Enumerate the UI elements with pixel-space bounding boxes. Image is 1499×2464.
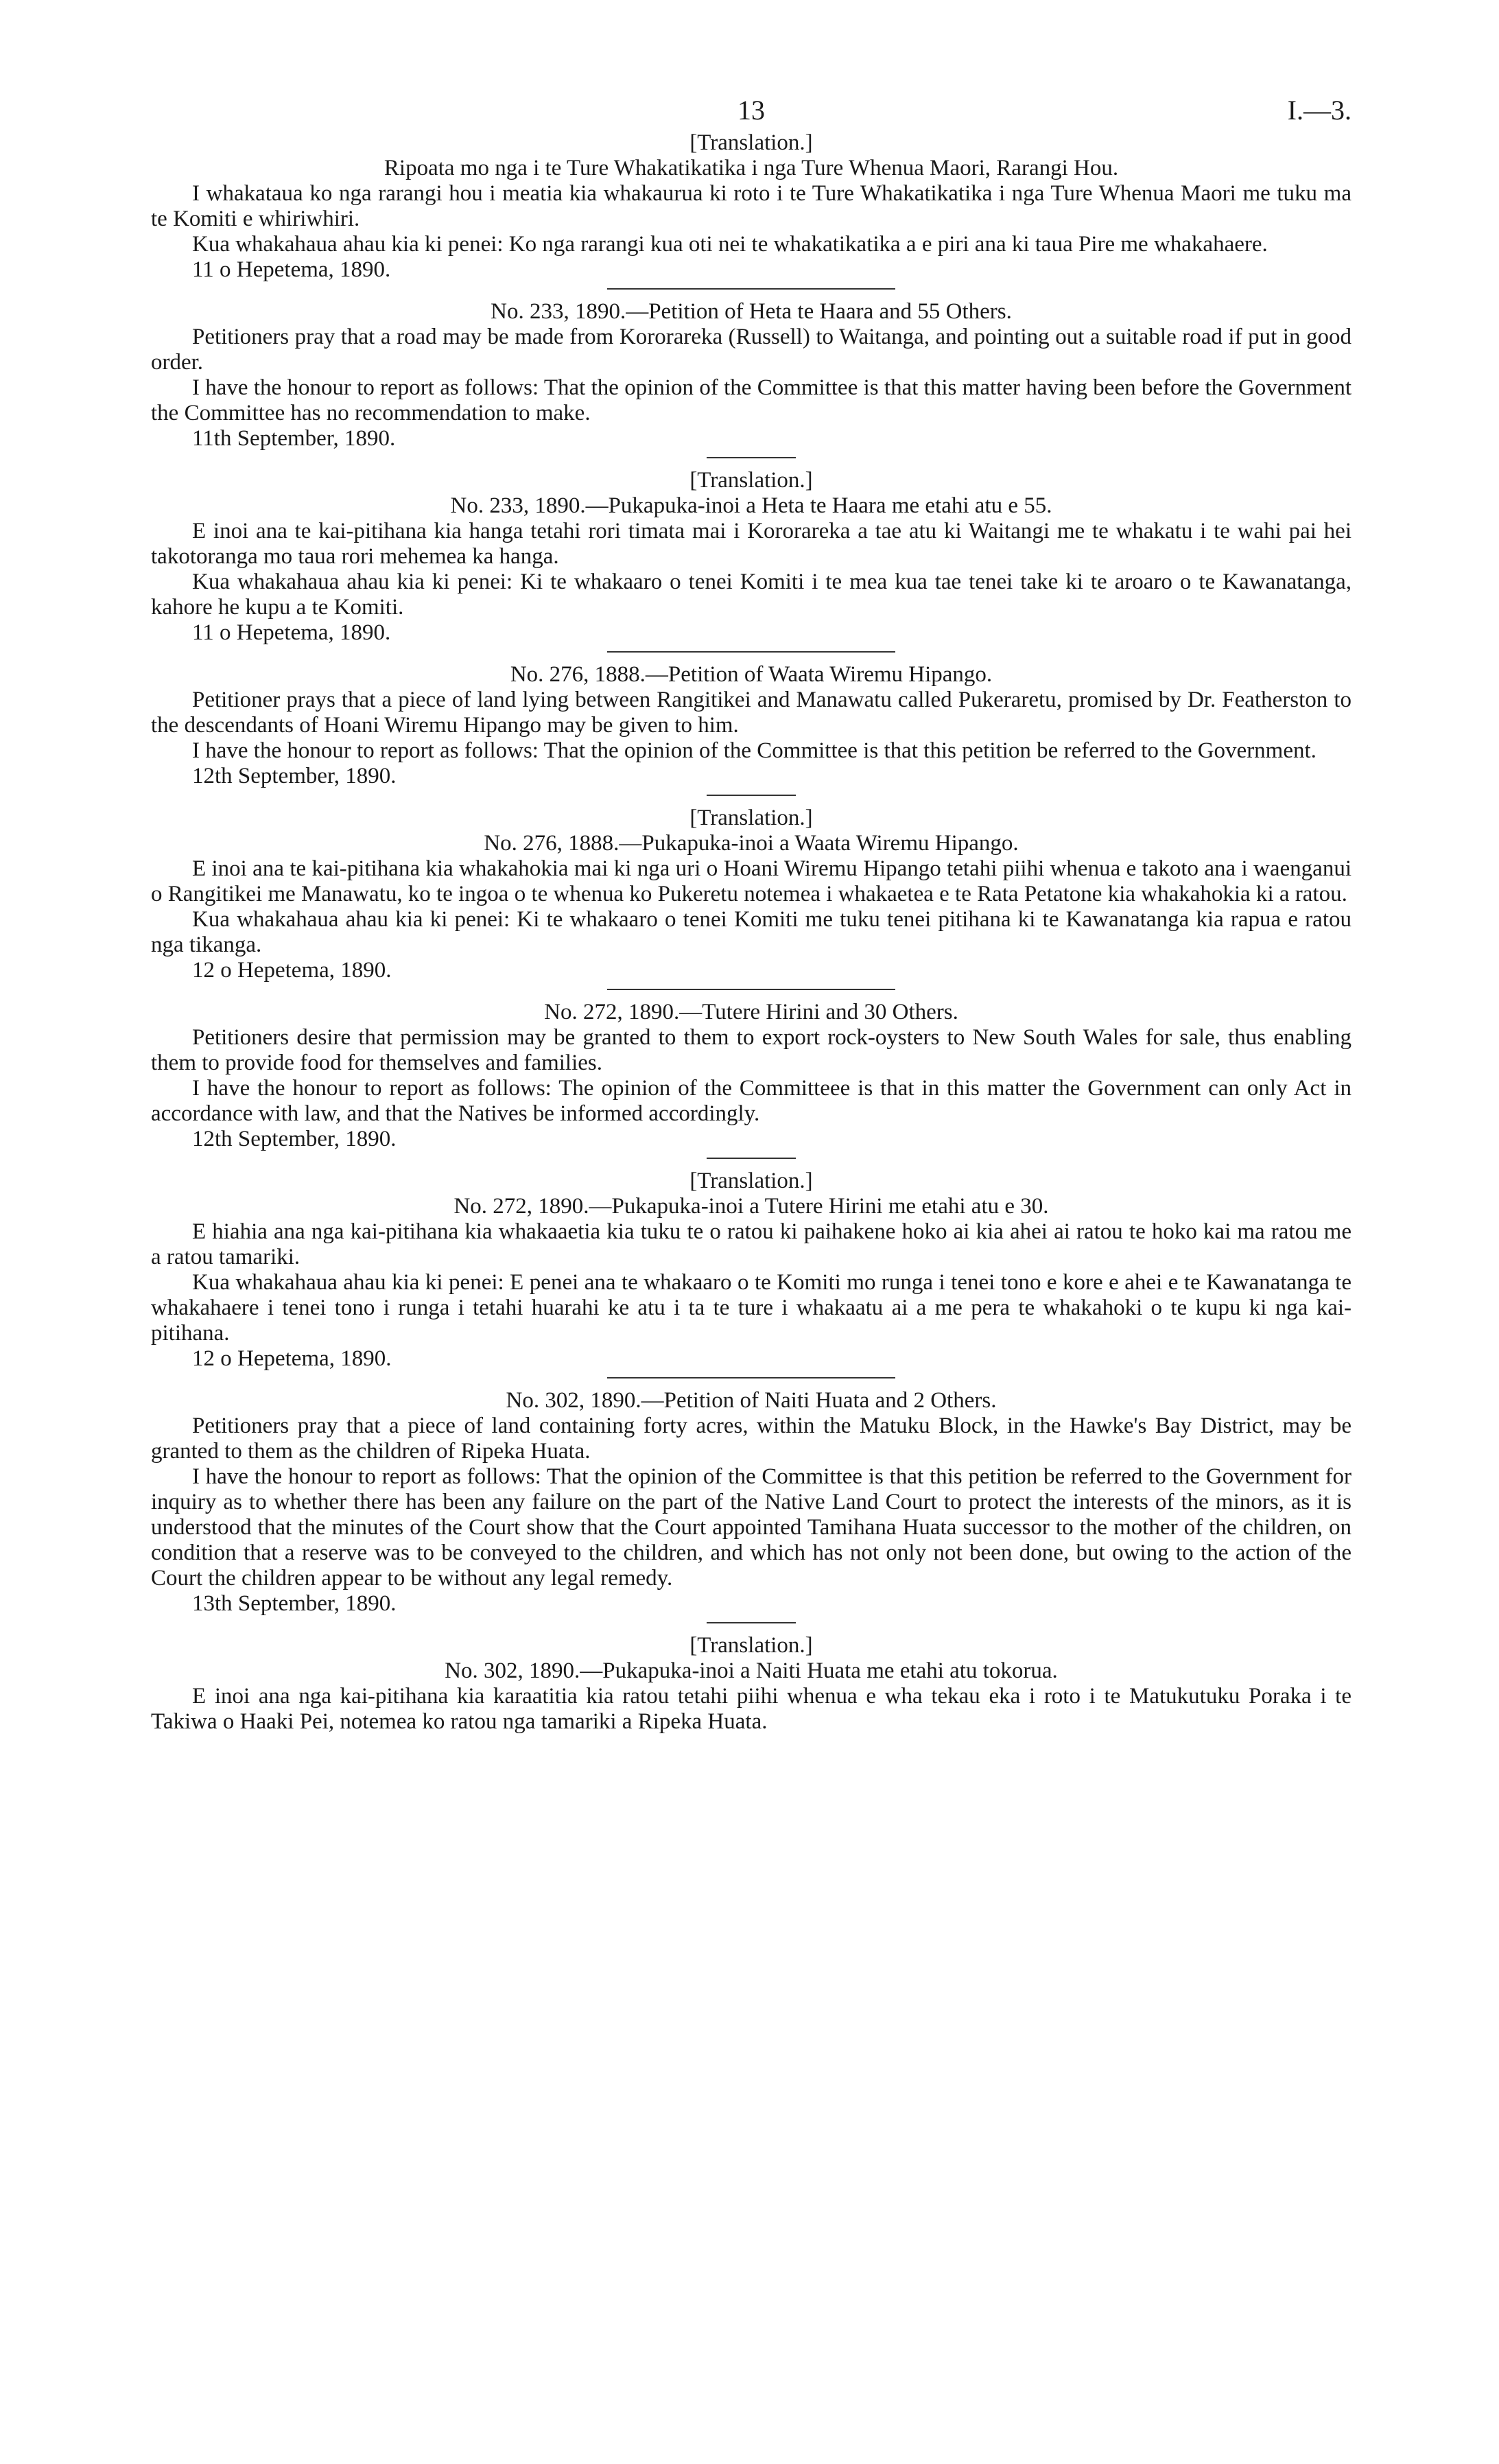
petition-section [151, 299, 1352, 451]
translation-label: [Translation.] [689, 130, 813, 155]
section-divider [607, 989, 895, 990]
paragraph: Kua whakahaua ahau kia ki penei: Ko nga rarangi kua oti nei te whakatikatika a e piri ana ki taua Pire me whakahaere. [192, 232, 1268, 257]
section-title: No. 272, 1890.—Pukapuka-inoi a Tutere Hirini me etahi atu e 30. [453, 1194, 1049, 1219]
paragraph: I have the honour to report as follows: That the opinion of the Committee is that this petition be referred to the Government for inquiry as to whether there has been any failure on the part of the Native Land Court to protect the interests of the minors, as it is understood that the minutes of the Court show that the Court appointed Tamihana Huata successor to the mother of the children, on condition that a reserve was to be conveyed to the children, and which has not only not been done, but owing to the action of the Court the children appear to be without any legal remedy. [151, 1464, 1352, 1591]
page-header [151, 89, 1352, 130]
paragraph: E hiahia ana nga kai-pitihana kia whakaaetia kia tuku te o ratou ki paihakene hoko ai kia ahei ai ratou te hoko kai ma ratou me a ratou tamariki. [151, 1219, 1352, 1269]
paragraph: I have the honour to report as follows: That the opinion of the Committee is that this petition be referred to the Government. [192, 738, 1317, 763]
petition-section [151, 662, 1352, 789]
paragraph: Petitioners pray that a piece of land containing forty acres, within the Matuku Block, in the Hawke's Bay District, may be granted to them as the children of Ripeka Huata. [151, 1413, 1352, 1464]
section-title: No. 302, 1890.—Pukapuka-inoi a Naiti Huata me etahi atu tokorua. [445, 1658, 1058, 1683]
paragraph: Petitioners desire that permission may be granted to them to export rock-oysters to New South Wales for sale, thus enabling them to provide food for themselves and families. [151, 1025, 1352, 1075]
paragraph: Kua whakahaua ahau kia ki penei: Ki te whakaaro o tenei Komiti i te mea kua tae tenei take ki te aroaro o te Kawanatanga, kahore he kupu a te Komiti. [151, 570, 1352, 620]
paragraph: Kua whakahaua ahau kia ki penei: E penei ana te whakaaro o te Komiti mo runga i tenei tono e kore e ahei e te Kawanatanga te whakahaere i tenei tono i runga i tetahi huarahi ke atu i ta te ture i whakaatu ai a me pera te whakahoki o te kupu ki nga kai-pitihana. [151, 1270, 1352, 1346]
section-divider [707, 457, 796, 458]
report-date: 11th September, 1890. [192, 426, 396, 451]
document-body [151, 130, 1352, 1735]
report-date: 11 o Hepetema, 1890. [192, 620, 391, 645]
section-title: No. 233, 1890.—Petition of Heta te Haara and 55 Others. [491, 299, 1012, 324]
report-date: 12 o Hepetema, 1890. [192, 958, 392, 983]
paragraph: E inoi ana te kai-pitihana kia hanga tetahi rori timata mai i Kororareka a tae atu ki Waitangi me te whakatu i te wahi pai hei takotoranga mo taua rori mehemea ka hanga. [151, 519, 1352, 569]
section-title: No. 272, 1890.—Tutere Hirini and 30 Others. [544, 1000, 958, 1024]
paragraph: E inoi ana te kai-pitihana kia whakahokia mai ki nga uri o Hoani Wiremu Hipango tetahi piihi whenua e takoto ana i waenganui o Rangitikei me Manawatu, ko te ingoa o te whenua ko Pukeretu notemea i whakaetea e te Rata Petatone kia whakahokia ki a ratou. [151, 856, 1352, 906]
petition-section [151, 1633, 1352, 1735]
report-date: 12th September, 1890. [192, 1127, 397, 1151]
paragraph: I whakataua ko nga rarangi hou i meatia kia whakaurua ki roto i te Ture Whakatikatika i nga Ture Whenua Maori me tuku ma te Komiti e whiriwhiri. [151, 181, 1352, 231]
section-title: No. 276, 1888.—Petition of Waata Wiremu Hipango. [510, 662, 993, 687]
petition-section [151, 1169, 1352, 1372]
document-reference: I.—3. [1287, 95, 1352, 126]
section-title: Ripoata mo nga i te Ture Whakatikatika i nga Ture Whenua Maori, Rarangi Hou. [383, 156, 1119, 180]
section-divider [707, 1158, 796, 1159]
document-page [151, 89, 1352, 1737]
section-title: No. 233, 1890.—Pukapuka-inoi a Heta te Haara me etahi atu e 55. [450, 493, 1052, 518]
translation-label: [Translation.] [689, 1169, 813, 1193]
section-divider [707, 1622, 796, 1623]
section-divider [607, 1377, 895, 1378]
section-divider [707, 795, 796, 796]
section-divider [607, 288, 895, 290]
translation-label: [Translation.] [689, 468, 813, 493]
translation-label: [Translation.] [689, 1633, 813, 1658]
translation-label: [Translation.] [689, 806, 813, 830]
petition-section [151, 806, 1352, 983]
paragraph: I have the honour to report as follows: That the opinion of the Committee is that this matter having been before the Government the Committee has no recommendation to make. [151, 375, 1352, 425]
paragraph: E inoi ana nga kai-pitihana kia karaatitia kia ratou tetahi piihi whenua e wha tekau eka i roto i te Matukutuku Poraka i te Takiwa o Haaki Pei, notemea ko ratou nga tamariki a Ripeka Huata. [151, 1684, 1352, 1734]
paragraph: I have the honour to report as follows: The opinion of the Committeee is that in this matter the Government can only Act in accordance with law, and that the Natives be informed accordingly. [151, 1076, 1352, 1126]
page-number: 13 [737, 95, 765, 126]
report-date: 11 o Hepetema, 1890. [192, 257, 391, 282]
paragraph: Petitioners pray that a road may be made from Kororareka (Russell) to Waitanga, and pointing out a suitable road if put in good order. [151, 325, 1352, 375]
report-date: 13th September, 1890. [192, 1591, 397, 1616]
petition-section [151, 1000, 1352, 1152]
petition-section [151, 468, 1352, 646]
section-title: No. 276, 1888.—Pukapuka-inoi a Waata Wiremu Hipango. [484, 831, 1019, 856]
petition-section [151, 1388, 1352, 1617]
report-date: 12 o Hepetema, 1890. [192, 1346, 392, 1371]
paragraph: Petitioner prays that a piece of land lying between Rangitikei and Manawatu called Pukeraretu, promised by Dr. Featherston to the descendants of Hoani Wiremu Hipango may be given to him. [151, 688, 1352, 738]
paragraph: Kua whakahaua ahau kia ki penei: Ki te whakaaro o tenei Komiti me tuku tenei pitihana ki te Kawanatanga kia rapua e ratou nga tikanga. [151, 907, 1352, 957]
petition-section [151, 130, 1352, 283]
section-divider [607, 651, 895, 653]
section-title: No. 302, 1890.—Petition of Naiti Huata and 2 Others. [506, 1388, 997, 1413]
report-date: 12th September, 1890. [192, 764, 397, 788]
